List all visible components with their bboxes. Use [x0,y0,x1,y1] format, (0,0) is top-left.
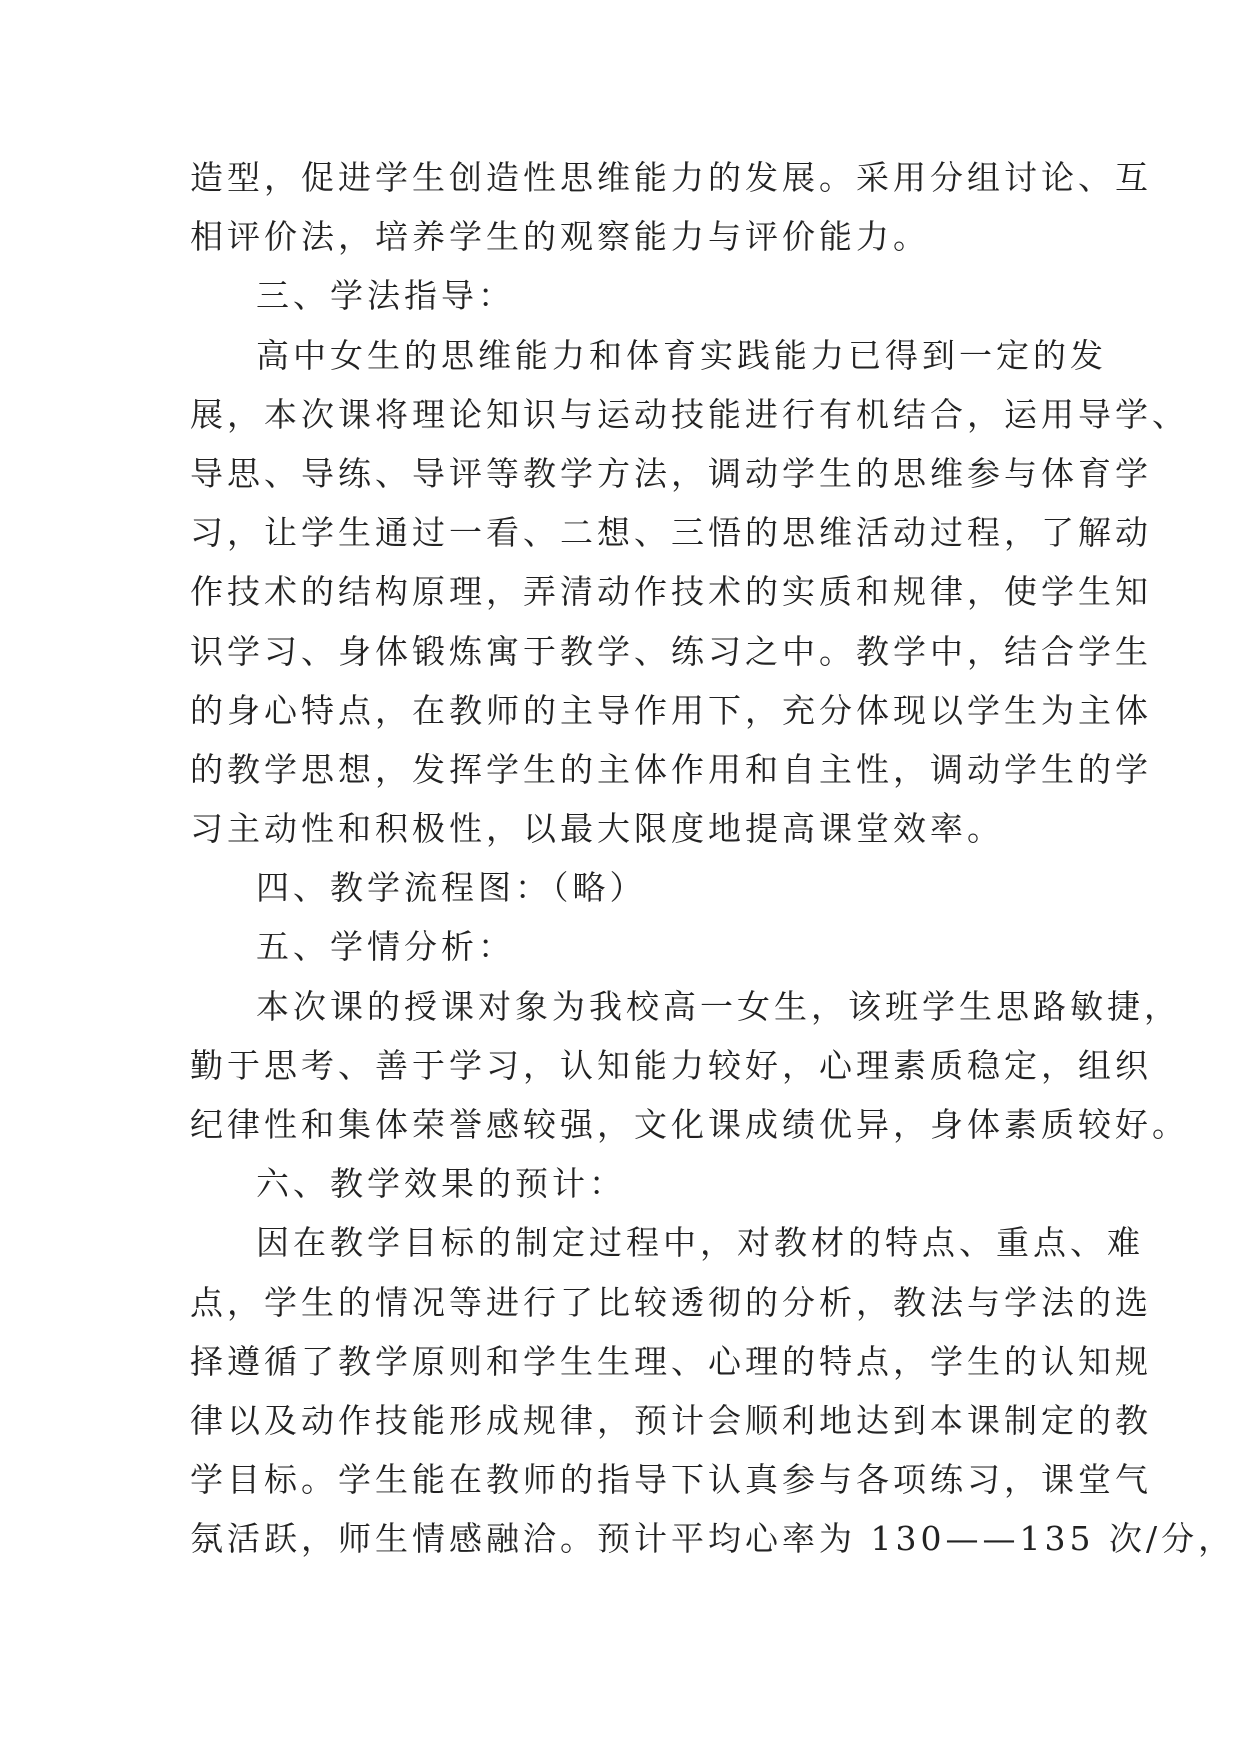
text-line: 四、教学流程图：（略） [256,868,647,908]
text-line: 相评价法，培养学生的观察能力与评价能力。 [190,217,930,257]
text-line: 识学习、身体锻炼寓于教学、练习之中。教学中，结合学生 [190,631,1152,671]
text-line: 纪律性和集体荣誉感较强，文化课成绩优异，身体素质较好。 [190,1105,1189,1144]
text-line: 展，本次课将理论知识与运动技能进行有机结合，运用导学、 [190,394,1189,434]
text-line: 的身心特点，在教师的主导作用下，充分体现以学生为主体 [190,690,1152,730]
text-line: 律以及动作技能形成规律，预计会顺利地达到本课制定的教 [190,1400,1152,1440]
text-line: 导思、导练、导评等教学方法，调动学生的思维参与体育学 [190,453,1152,493]
document-body [190,148,1236,1569]
text-line: 氛活跃，师生情感融洽。预计平均心率为 130——135 次/分， [190,1519,1236,1559]
text-line: 三、学法指导： [256,276,515,316]
text-line: 作技术的结构原理，弄清动作技术的实质和规律，使学生知 [190,572,1152,612]
text-line: 高中女生的思维能力和体育实践能力已得到一定的发 [256,335,1107,375]
text-line: 的教学思想，发挥学生的主体作用和自主性，调动学生的学 [190,749,1152,789]
text-line: 习主动性和积极性，以最大限度地提高课堂效率。 [190,809,1004,849]
text-line: 学目标。学生能在教师的指导下认真参与各项练习，课堂气 [190,1460,1152,1500]
text-line: 造型，促进学生创造性思维能力的发展。采用分组讨论、互 [190,158,1152,197]
text-line: 本次课的授课对象为我校高一女生，该班学生思路敏捷， [256,986,1181,1026]
text-line: 择遵循了教学原则和学生生理、心理的特点，学生的认知规 [190,1341,1152,1381]
text-line: 因在教学目标的制定过程中，对教材的特点、重点、难 [256,1223,1144,1263]
text-line: 勤于思考、善于学习，认知能力较好，心理素质稳定，组织 [190,1045,1152,1085]
text-line: 六、教学效果的预计： [256,1164,626,1204]
text-line: 五、学情分析： [256,927,515,967]
text-line: 习，让学生通过一看、二想、三悟的思维活动过程，了解动 [190,513,1152,553]
text-line: 点，学生的情况等进行了比较透彻的分析，教法与学法的选 [190,1282,1152,1322]
